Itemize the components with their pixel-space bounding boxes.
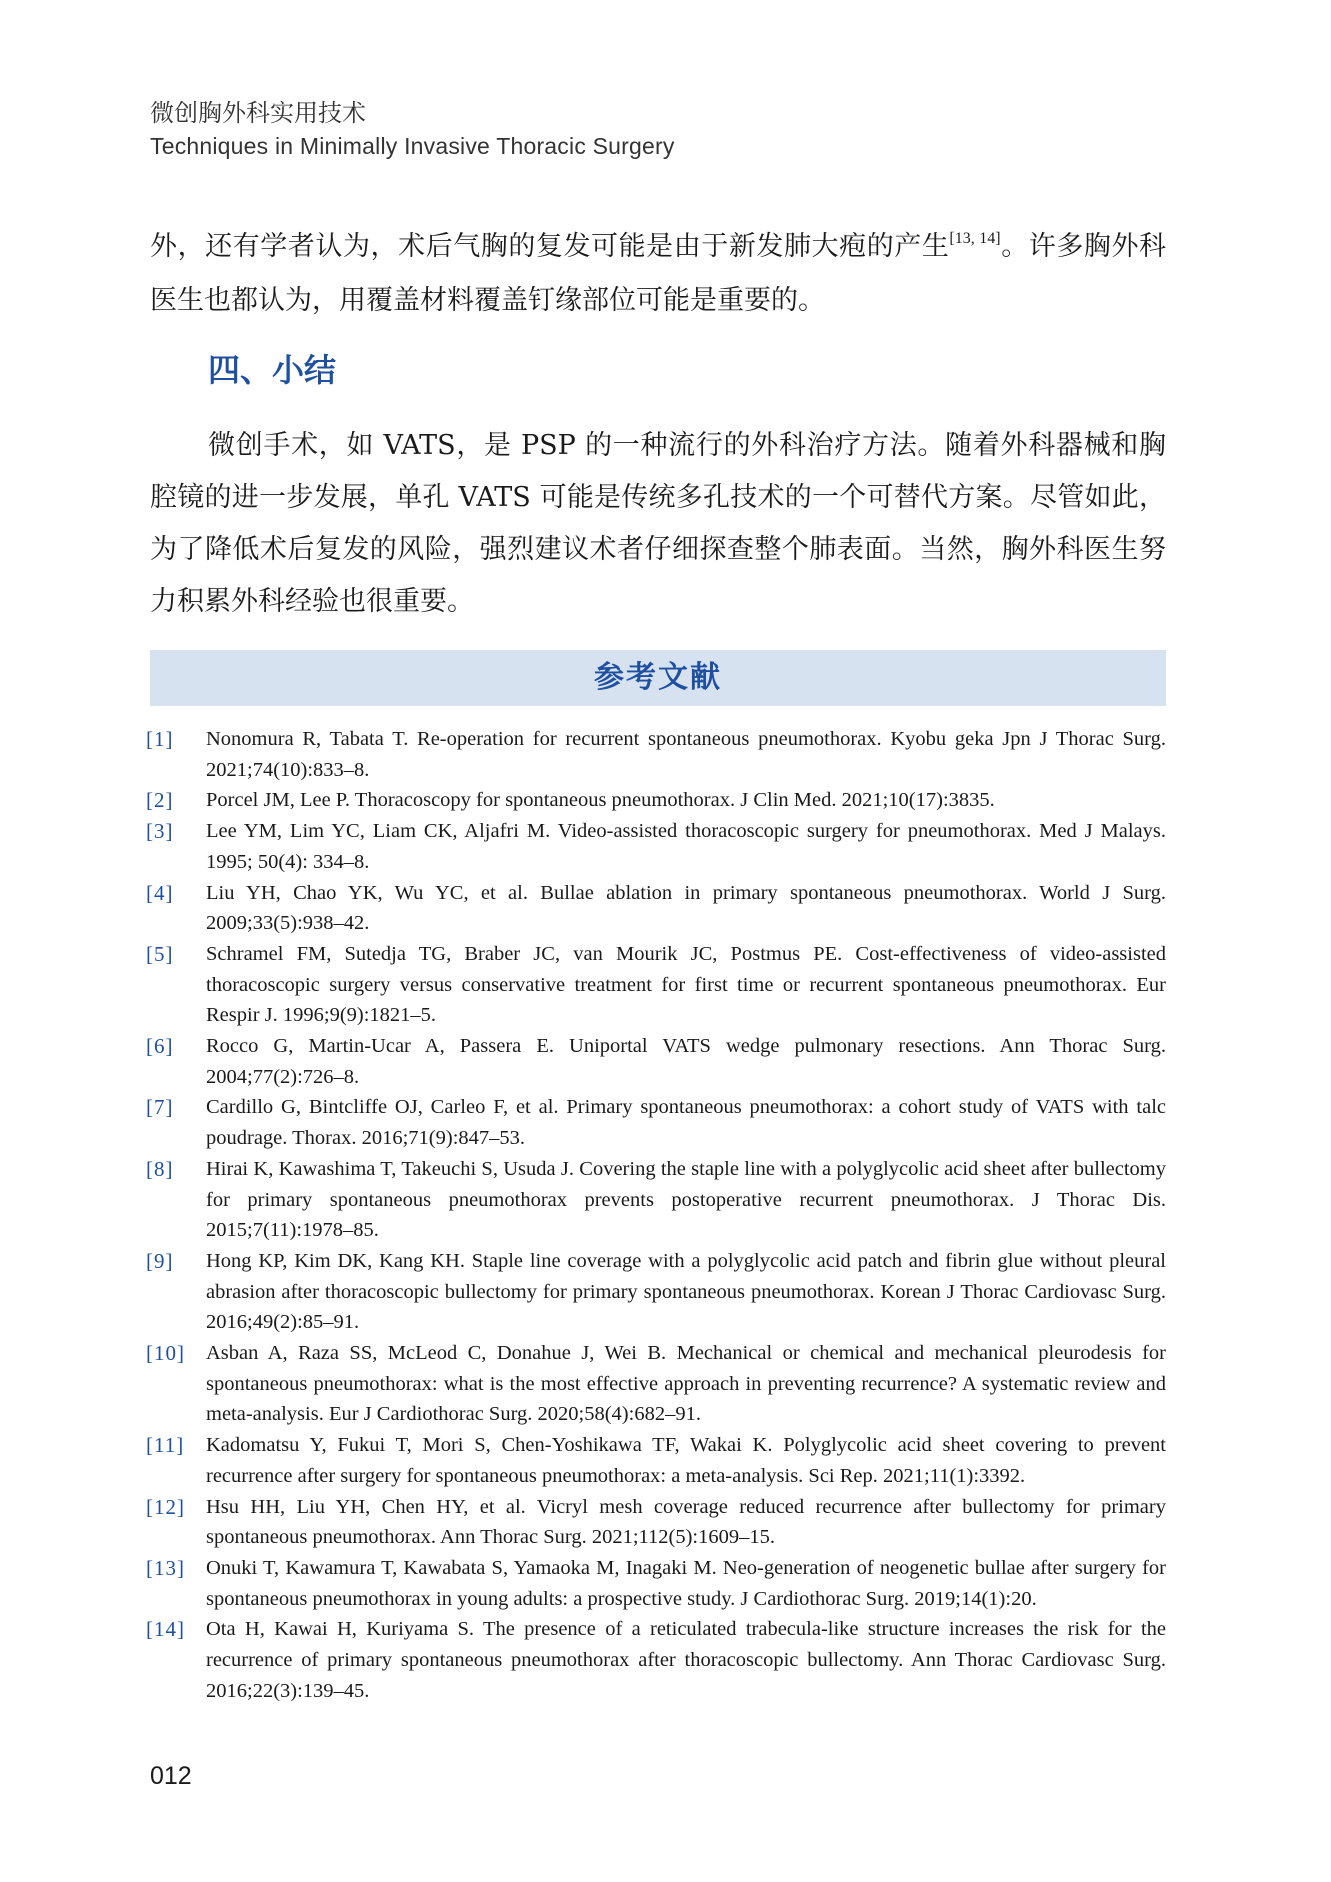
intro-paragraph (150, 212, 1166, 328)
reference-number: [2] (146, 788, 174, 813)
reference-item (146, 1430, 1166, 1491)
running-head-title-cn: 微创胸外科实用技术 (150, 99, 366, 127)
reference-number: [11] (146, 1433, 185, 1458)
reference-number: [7] (146, 1095, 174, 1120)
reference-item (146, 1492, 1166, 1553)
reference-number: [6] (146, 1034, 174, 1059)
references-heading: 参考文献 (594, 660, 722, 695)
reference-item (146, 1614, 1166, 1706)
summary-text: 微创手术，如 VATS，是 PSP 的一种流行的外科治疗方法。随着外科器械和胸腔镜的进一步发展，单孔 VATS 可能是传统多孔技术的一个可替代方案。尽管如此，为了降低术后复发的风险，强烈建议术者仔细探查整个肺表面。当然，胸外科医生努力积累外科经验也很重要。 (150, 430, 1166, 617)
reference-text: Onuki T, Kawamura T, Kawabata S, Yamaoka M, Inagaki M. Neo-generation of neogenetic bullae after surgery for spontaneous pneumothorax in young adults: a prospective study. J Cardiothorac Surg. 2019;14(1):20. (206, 1556, 1166, 1610)
reference-item (146, 1338, 1166, 1430)
running-head (150, 96, 675, 162)
intro-citation[interactable]: [13, 14] (949, 230, 1001, 247)
reference-text: Porcel JM, Lee P. Thoracoscopy for spontaneous pneumothorax. J Clin Med. 2021;10(17):3835. (206, 789, 995, 812)
reference-text: Nonomura R, Tabata T. Re-operation for recurrent spontaneous pneumothorax. Kyobu geka Jpn J Thorac Surg. 2021;74(10):833–8. (206, 728, 1166, 781)
reference-text: Ota H, Kawai H, Kuriyama S. The presence of a reticulated trabecula-like structure increases the risk for the recurrence of primary spontaneous pneumothorax after thoracoscopic bullectomy. Ann Thorac Cardiovasc Surg. 2016;22(3):139–45. (206, 1618, 1166, 1702)
intro-text-start: 外，还有学者认为，术后气胸的复发可能是由于新发肺大疱的产生 (150, 231, 950, 262)
running-head-title-en: Techniques in Minimally Invasive Thoracic Surgery (150, 133, 675, 159)
reference-text: Kadomatsu Y, Fukui T, Mori S, Chen-Yoshikawa TF, Wakai K. Polyglycolic acid sheet covering to prevent recurrence after surgery for spontaneous pneumothorax: a meta-analysis. Sci Rep. 2021;11(1):3392. (206, 1434, 1166, 1487)
reference-item (146, 1553, 1166, 1614)
reference-number: [1] (146, 727, 174, 751)
reference-text: Liu YH, Chao YK, Wu YC, et al. Bullae ablation in primary spontaneous pneumothorax. World J Surg. 2009;33(5):938–42. (206, 881, 1166, 935)
reference-number: [12] (146, 1494, 185, 1519)
reference-item (146, 1092, 1166, 1153)
reference-number: [4] (146, 880, 174, 905)
reference-item (146, 724, 1166, 785)
page-number: 012 (150, 1762, 192, 1790)
summary-paragraph (150, 420, 1166, 628)
reference-list (146, 724, 1166, 1707)
reference-number: [10] (146, 1341, 185, 1366)
reference-item (146, 1246, 1166, 1338)
intro-text-end: 。许多胸外科医生也都认为，用覆盖材料覆盖钉缘部位可能是重要的。 (150, 231, 1167, 316)
reference-item (146, 1154, 1166, 1246)
reference-number: [9] (146, 1248, 174, 1273)
reference-text: Lee YM, Lim YC, Liam CK, Aljafri M. Video-assisted thoracoscopic surgery for pneumothorax. Med J Malays. 1995; 50(4): 334–8. (206, 820, 1166, 873)
reference-text: Schramel FM, Sutedja TG, Braber JC, van Mourik JC, Postmus PE. Cost-effectiveness of video-assisted thoracoscopic surgery versus conservative treatment for first time or recurrent spontaneous pneumothorax. Eur Respir J. 1996;9(9):1821–5. (206, 942, 1166, 1027)
section-title: 四、小结 (208, 351, 337, 389)
reference-text: Cardillo G, Bintcliffe OJ, Carleo F, et al. Primary spontaneous pneumothorax: a cohort study of VATS with talc poudrage. Thorax. 2016;71(9):847–53. (206, 1096, 1166, 1150)
reference-number: [5] (146, 941, 174, 966)
reference-item (146, 1031, 1166, 1092)
references-heading-banner (150, 650, 1166, 706)
reference-number: [13] (146, 1555, 185, 1580)
reference-item (146, 939, 1166, 1031)
reference-number: [8] (146, 1156, 174, 1181)
reference-text: Hirai K, Kawashima T, Takeuchi S, Usuda J. Covering the staple line with a polyglycolic acid sheet after bullectomy for primary spontaneous pneumothorax prevents postoperative recurrent pneumothorax. J Thorac Dis. 2015;7(11):1978–85. (206, 1157, 1166, 1242)
reference-text: Asban A, Raza SS, McLeod C, Donahue J, Wei B. Mechanical or chemical and mechanical pleurodesis for spontaneous pneumothorax: what is the most effective approach in preventing recurrence? A systematic review and meta-analysis. Eur J Cardiothorac Surg. 2020;58(4):682–91. (206, 1342, 1166, 1426)
reference-item (146, 816, 1166, 877)
reference-item (146, 878, 1166, 939)
reference-text: Hsu HH, Liu YH, Chen HY, et al. Vicryl mesh coverage reduced recurrence after bullectomy for primary spontaneous pneumothorax. Ann Thorac Surg. 2021;112(5):1609–15. (206, 1495, 1166, 1549)
reference-number: [3] (146, 819, 174, 844)
reference-text: Hong KP, Kim DK, Kang KH. Staple line coverage with a polyglycolic acid patch and fibrin glue without pleural abrasion after thoracoscopic bullectomy for primary spontaneous pneumothorax. Korean J Thorac Cardiovasc Surg. 2016;49(2):85–91. (206, 1249, 1166, 1334)
reference-text: Rocco G, Martin-Ucar A, Passera E. Uniportal VATS wedge pulmonary resections. Ann Thorac Surg. 2004;77(2):726–8. (206, 1035, 1166, 1088)
reference-item (146, 785, 1166, 816)
reference-number: [14] (146, 1617, 185, 1642)
